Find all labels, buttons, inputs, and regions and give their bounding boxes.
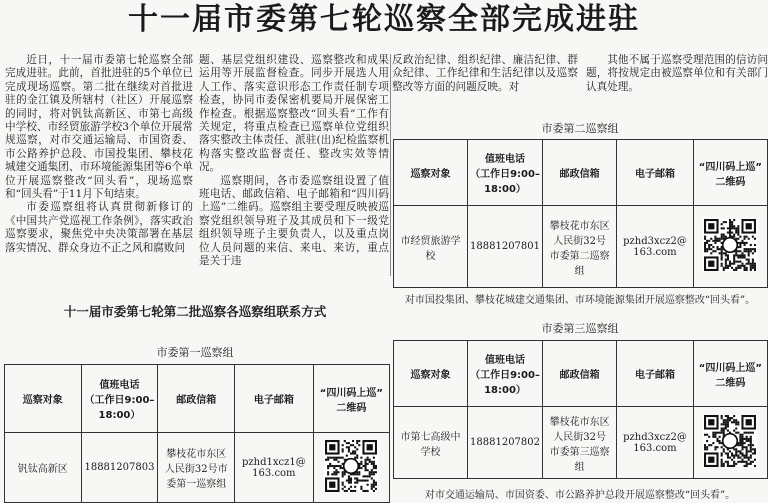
- qr-label-2: 二维码: [715, 377, 746, 389]
- col-header-target: 巡察对象: [394, 140, 468, 206]
- qr-label-1: “四川码上巡”: [319, 387, 383, 399]
- col-header-qr: [313, 365, 389, 433]
- email-line: 163.com: [633, 442, 677, 454]
- article-column-4: [586, 54, 768, 94]
- hours-label: （工作日9:00–18:00）: [470, 370, 540, 396]
- col-header-email: 电子邮箱: [235, 365, 314, 433]
- cell-phone: 18881207801: [468, 206, 543, 288]
- mail-line: 人民街32号: [553, 235, 606, 247]
- group-title: 市委第三巡察组: [541, 322, 619, 335]
- col-header-target: 巡察对象: [394, 341, 468, 407]
- mail-line: 市委第三巡察组: [549, 446, 610, 473]
- hours-label: （工作日9:00–18:00）: [470, 169, 540, 195]
- mail-line: 攀枝花市东区: [549, 220, 610, 232]
- mail-line: 攀枝花市东区: [549, 416, 610, 428]
- email-line: pzhd3xcz2@: [623, 235, 687, 247]
- contact-table-group-2: [393, 139, 768, 288]
- mail-line: 攀枝花市东区: [166, 449, 227, 460]
- col-header-mail: 邮政信箱: [543, 140, 617, 206]
- paragraph: 题、基层党组织建设、巡察整改和成果运用等开展监督检查。同步开展选人用人工作、落实意识形态工作责任制专项检查，协同市委保密机要局开展保密工作检查。根据巡察整改“回头看”工作有关规定，将重点检查已巡察单位党组织落实整改主体责任、派驻(出)纪检监察机构落实整改监督责任、整改实效等情况。: [199, 54, 389, 174]
- group-note: 对市国投集团、攀枝花城建交通集团、市环境能源集团开展巡察整改“回头看”。: [404, 295, 756, 306]
- cell-email: [617, 206, 694, 288]
- group-title: 市委第二巡察组: [541, 122, 619, 135]
- headline: 十一届市委第七轮巡察全部完成进驻: [128, 2, 640, 37]
- col-header-email: 电子邮箱: [617, 140, 694, 206]
- group-note: 对市交通运输局、市国资委、市公路养护总段开展巡察整改“回头看”。: [424, 490, 736, 501]
- contact-table-group-1: [4, 364, 390, 503]
- cell-mail: [543, 407, 617, 479]
- col-header-email: 电子邮箱: [617, 341, 694, 407]
- cell-target: [394, 407, 468, 479]
- cell-target: 钒钛高新区: [5, 433, 82, 503]
- target-line: 市第七高级中: [400, 431, 461, 443]
- email-line: pzhd3xcz2@: [623, 431, 687, 443]
- col-header-target: 巡察对象: [5, 365, 82, 433]
- col-header-mail: 邮政信箱: [543, 341, 617, 407]
- qr-label-1: “四川码上巡”: [698, 362, 762, 374]
- contact-table-title: 十一届市委第七轮第二批巡察各巡察组联系方式: [63, 304, 327, 319]
- cell-qr: [693, 407, 767, 479]
- col-header-phone: [468, 140, 543, 206]
- email-line: pzhd1xcz1@: [241, 456, 306, 468]
- target-line: 学校: [420, 446, 441, 458]
- cell-target: 市经贸旅游学校: [394, 206, 468, 288]
- hours-label: （工作日9:00–18:00）: [84, 395, 155, 421]
- contact-table-group-3: [393, 340, 768, 479]
- phone-label: 值班电话: [485, 154, 526, 165]
- phone-label: 值班电话: [485, 355, 526, 366]
- paragraph: 近日，十一届市委第七轮巡察全部完成进驻。此前，首批进驻的5个单位已完成现场巡察。第二批在继续对首批进驻的金江镇及所辖村（社区）开展巡察的同时，将对钒钛高新区、市第七高级中学校、市经贸旅游学校3个单位开展常规巡察，对市交通运输局、市国资委、市公路养护总段、市国投集团、攀枝花城建交通集团、市环境能源集团等6个单位开展巡察整改“回头看”，现场巡察和“回头看”于11月下旬结束。: [5, 54, 193, 201]
- group-title: 市委第一巡察组: [156, 346, 234, 359]
- qr-code-icon[interactable]: [324, 440, 378, 492]
- qr-label-2: 二维码: [336, 402, 367, 414]
- cell-email: [235, 433, 314, 503]
- article-column-1: [5, 54, 193, 255]
- col-header-qr: [693, 140, 767, 206]
- cell-email: [617, 407, 694, 479]
- paragraph: 巡察期间，各市委巡察组设置了值班电话、邮政信箱、电子邮箱和“四川码上巡”二维码。巡察组主要受理反映被巡察党组织领导班子及其成员和下一级党组织领导班子主要负责人，以及重点岗位人员问题的来信、来电、来访，重点是关于违: [199, 174, 389, 268]
- col-header-qr: [693, 341, 767, 407]
- paragraph: 反政治纪律、组织纪律、廉洁纪律、群众纪律、工作纪律和生活纪律以及巡察整改等方面的问题反映。对: [392, 54, 578, 93]
- qr-code-icon[interactable]: [703, 415, 757, 467]
- mail-line: 委第一巡察组: [166, 479, 227, 490]
- cell-qr: [313, 433, 389, 503]
- article-column-2: [199, 54, 389, 269]
- email-line: 163.com: [633, 246, 677, 258]
- mail-line: 市委第二巡察组: [549, 250, 610, 277]
- col-header-phone: [468, 341, 543, 407]
- cell-mail: [158, 433, 235, 503]
- cell-phone: 18881207803: [81, 433, 158, 503]
- mail-line: 人民街32号: [553, 431, 606, 443]
- mail-line: 人民街32号市: [164, 464, 228, 475]
- paragraph: 市委巡察组将认真贯彻新修订的《中国共产党巡视工作条例》，落实政治巡察要求，聚焦党中央决策部署在基层落实情况、群众身边不正之风和腐败问: [5, 201, 193, 254]
- col-header-mail: 邮政信箱: [158, 365, 235, 433]
- cell-mail: [543, 206, 617, 288]
- paragraph: 其他不属于巡察受理范围的信访问题，将按规定由被巡察单位和有关部门认真处理。: [586, 54, 768, 93]
- qr-label-2: 二维码: [715, 176, 746, 188]
- cell-phone: 18881207802: [468, 407, 543, 479]
- article-column-3: [392, 54, 578, 94]
- cell-qr: [693, 206, 767, 288]
- phone-label: 值班电话: [99, 380, 140, 391]
- qr-code-icon[interactable]: [703, 219, 757, 271]
- column-divider: [390, 54, 391, 276]
- email-line: 163.com: [252, 467, 296, 479]
- qr-label-1: “四川码上巡”: [698, 161, 762, 173]
- col-header-phone: [81, 365, 158, 433]
